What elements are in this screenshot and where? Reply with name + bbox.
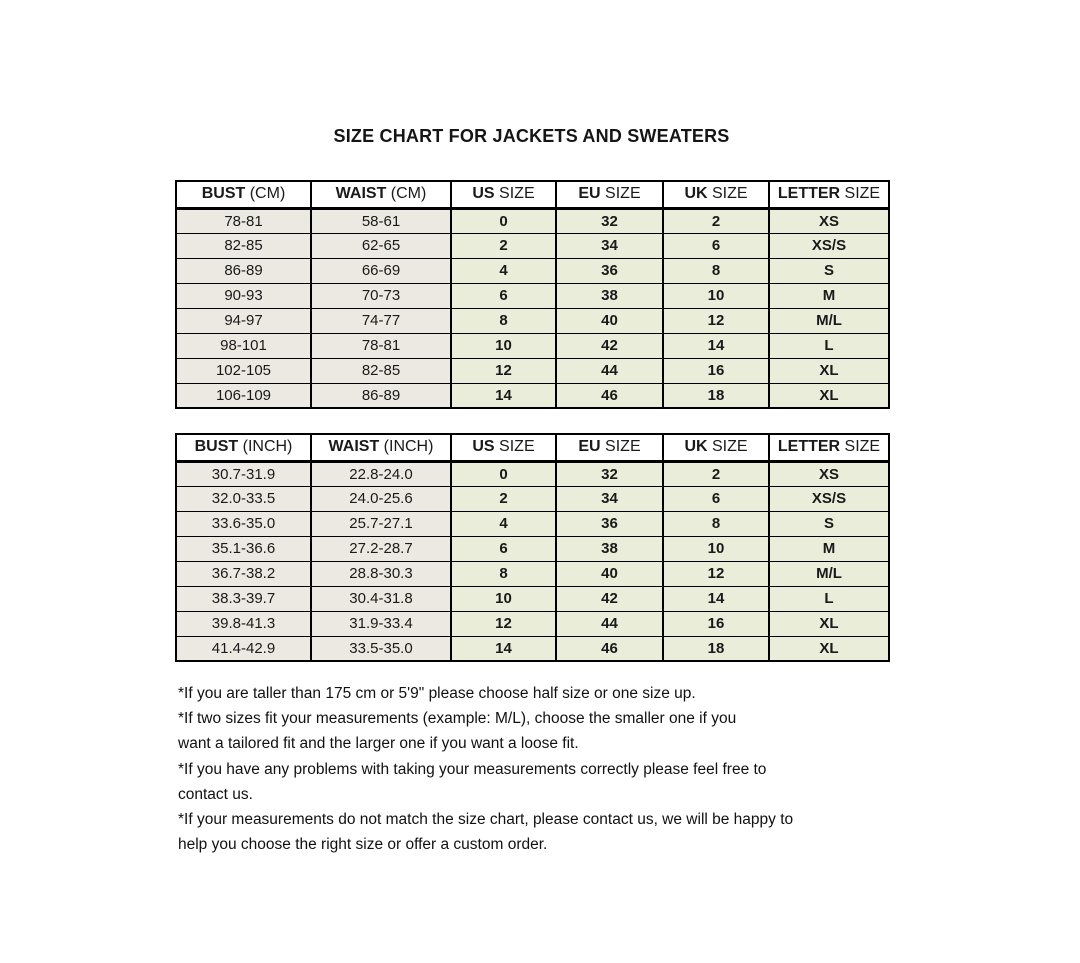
table-cell: 82-85: [311, 358, 451, 383]
table-cell: 36.7-38.2: [176, 561, 311, 586]
table-cell: 14: [663, 586, 769, 611]
table-row: [176, 308, 889, 333]
table-cell: 22.8-24.0: [311, 461, 451, 486]
table-cell: 12: [663, 308, 769, 333]
table-cell: XL: [769, 636, 889, 661]
header-bust-inch: BUST (INCH): [176, 434, 311, 461]
table-cell: 44: [556, 611, 663, 636]
table-cell: 32.0-33.5: [176, 486, 311, 511]
table-cell: 106-109: [176, 383, 311, 408]
page-title: SIZE CHART FOR JACKETS AND SWEATERS: [333, 126, 730, 146]
table-row: [176, 358, 889, 383]
size-table-cm: [175, 180, 890, 409]
table-cell: 70-73: [311, 283, 451, 308]
table-row: [176, 511, 889, 536]
table-cell: 33.5-35.0: [311, 636, 451, 661]
table-cell: 36: [556, 258, 663, 283]
table-cell: M: [769, 283, 889, 308]
footnote-line: want a tailored fit and the larger one if you want a loose fit.: [178, 735, 579, 753]
table-cell: M/L: [769, 308, 889, 333]
table-cell: 10: [663, 536, 769, 561]
header-waist-inch: WAIST (INCH): [311, 434, 451, 461]
table-row: [176, 283, 889, 308]
table-row: [176, 536, 889, 561]
header-eu-size: EU SIZE: [556, 434, 663, 461]
table-cell: 4: [451, 511, 556, 536]
content-column: [175, 0, 888, 857]
footnote-line: contact us.: [178, 785, 253, 803]
header-uk-size: UK SIZE: [663, 181, 769, 208]
table-cell: 32: [556, 461, 663, 486]
table-cell: 46: [556, 383, 663, 408]
table-cell: 14: [451, 383, 556, 408]
table-cell: 35.1-36.6: [176, 536, 311, 561]
table-cell: 39.8-41.3: [176, 611, 311, 636]
table-cell: M/L: [769, 561, 889, 586]
table-cell: 36: [556, 511, 663, 536]
table-cell: XS/S: [769, 233, 889, 258]
table-row: [176, 461, 889, 486]
footnote-line: *If you are taller than 175 cm or 5'9" please choose half size or one size up.: [178, 685, 696, 702]
table-cell: 10: [663, 283, 769, 308]
header-us-size: US SIZE: [451, 181, 556, 208]
table-cell: 94-97: [176, 308, 311, 333]
table-row: [176, 486, 889, 511]
table-cell: 14: [663, 333, 769, 358]
header-letter-size: LETTER SIZE: [769, 434, 889, 461]
table-cell: 90-93: [176, 283, 311, 308]
header-row: [176, 434, 889, 461]
table-cell: XL: [769, 383, 889, 408]
table-cell: 78-81: [176, 208, 311, 233]
footnote-line: *If your measurements do not match the size chart, please contact us, we will be happy to: [178, 811, 794, 829]
table-cell: S: [769, 511, 889, 536]
table-cell: 6: [451, 283, 556, 308]
table-row: [176, 233, 889, 258]
table-cell: 42: [556, 333, 663, 358]
table-cell: 14: [451, 636, 556, 661]
table-cell: 28.8-30.3: [311, 561, 451, 586]
table-cell: 86-89: [176, 258, 311, 283]
table-cell: 40: [556, 308, 663, 333]
table-cell: 24.0-25.6: [311, 486, 451, 511]
table-cell: 30.4-31.8: [311, 586, 451, 611]
table-cell: 27.2-28.7: [311, 536, 451, 561]
header-bust-cm: BUST (CM): [176, 181, 311, 208]
table-cell: 16: [663, 611, 769, 636]
table-cell: 12: [451, 358, 556, 383]
footnotes: [175, 681, 935, 857]
header-eu-size: EU SIZE: [556, 181, 663, 208]
table-cell: 40: [556, 561, 663, 586]
table-cell: 62-65: [311, 233, 451, 258]
table-cell: 0: [451, 461, 556, 486]
table-cell: 18: [663, 636, 769, 661]
table-cell: 82-85: [176, 233, 311, 258]
table-row: [176, 383, 889, 408]
table-cell: 6: [451, 536, 556, 561]
table-cell: XL: [769, 358, 889, 383]
table-cell: 8: [451, 308, 556, 333]
table-cell: 16: [663, 358, 769, 383]
table-cell: 4: [451, 258, 556, 283]
table-cell: XS: [769, 461, 889, 486]
table-cell: 0: [451, 208, 556, 233]
table-cell: 2: [663, 461, 769, 486]
table-cell: 66-69: [311, 258, 451, 283]
header-us-size: US SIZE: [451, 434, 556, 461]
table-cell: 33.6-35.0: [176, 511, 311, 536]
table-cell: 74-77: [311, 308, 451, 333]
header-row: [176, 181, 889, 208]
table-cell: M: [769, 536, 889, 561]
table-cell: 38.3-39.7: [176, 586, 311, 611]
header-letter-size: LETTER SIZE: [769, 181, 889, 208]
header-waist-cm: WAIST (CM): [311, 181, 451, 208]
footnote-line: *If you have any problems with taking your measurements correctly please feel free to: [178, 760, 767, 778]
table-cell: XS/S: [769, 486, 889, 511]
table-cell: 18: [663, 383, 769, 408]
table-row: [176, 333, 889, 358]
table-row: [176, 636, 889, 661]
table-cell: 38: [556, 536, 663, 561]
table-row: [176, 258, 889, 283]
table-cell: 2: [663, 208, 769, 233]
table-cell: 42: [556, 586, 663, 611]
table-cell: 6: [663, 486, 769, 511]
table-cell: 86-89: [311, 383, 451, 408]
table-row: [176, 586, 889, 611]
table-cell: 98-101: [176, 333, 311, 358]
table-cell: XL: [769, 611, 889, 636]
table-cell: 6: [663, 233, 769, 258]
size-table-inch: [175, 433, 890, 662]
table-cell: 58-61: [311, 208, 451, 233]
table-cell: 8: [663, 258, 769, 283]
table-cell: 31.9-33.4: [311, 611, 451, 636]
table-cell: 41.4-42.9: [176, 636, 311, 661]
table-cell: L: [769, 333, 889, 358]
table-row: [176, 561, 889, 586]
table-cell: 44: [556, 358, 663, 383]
table-cell: 30.7-31.9: [176, 461, 311, 486]
table-cell: 32: [556, 208, 663, 233]
table-cell: XS: [769, 208, 889, 233]
table-cell: 10: [451, 586, 556, 611]
table-cell: 34: [556, 486, 663, 511]
table-row: [176, 611, 889, 636]
table-row: [176, 208, 889, 233]
table-cell: 10: [451, 333, 556, 358]
table-cell: 2: [451, 233, 556, 258]
table-cell: 46: [556, 636, 663, 661]
footnote-line: *If two sizes fit your measurements (example: M/L), choose the smaller one if you: [178, 710, 737, 728]
table-cell: 102-105: [176, 358, 311, 383]
table-cell: L: [769, 586, 889, 611]
table-cell: 78-81: [311, 333, 451, 358]
header-uk-size: UK SIZE: [663, 434, 769, 461]
table-cell: 34: [556, 233, 663, 258]
footnote-line: help you choose the right size or offer a custom order.: [178, 836, 548, 854]
table-cell: S: [769, 258, 889, 283]
table-cell: 12: [451, 611, 556, 636]
table-cell: 2: [451, 486, 556, 511]
table-cell: 38: [556, 283, 663, 308]
table-cell: 8: [451, 561, 556, 586]
table-cell: 8: [663, 511, 769, 536]
table-cell: 12: [663, 561, 769, 586]
table-cell: 25.7-27.1: [311, 511, 451, 536]
